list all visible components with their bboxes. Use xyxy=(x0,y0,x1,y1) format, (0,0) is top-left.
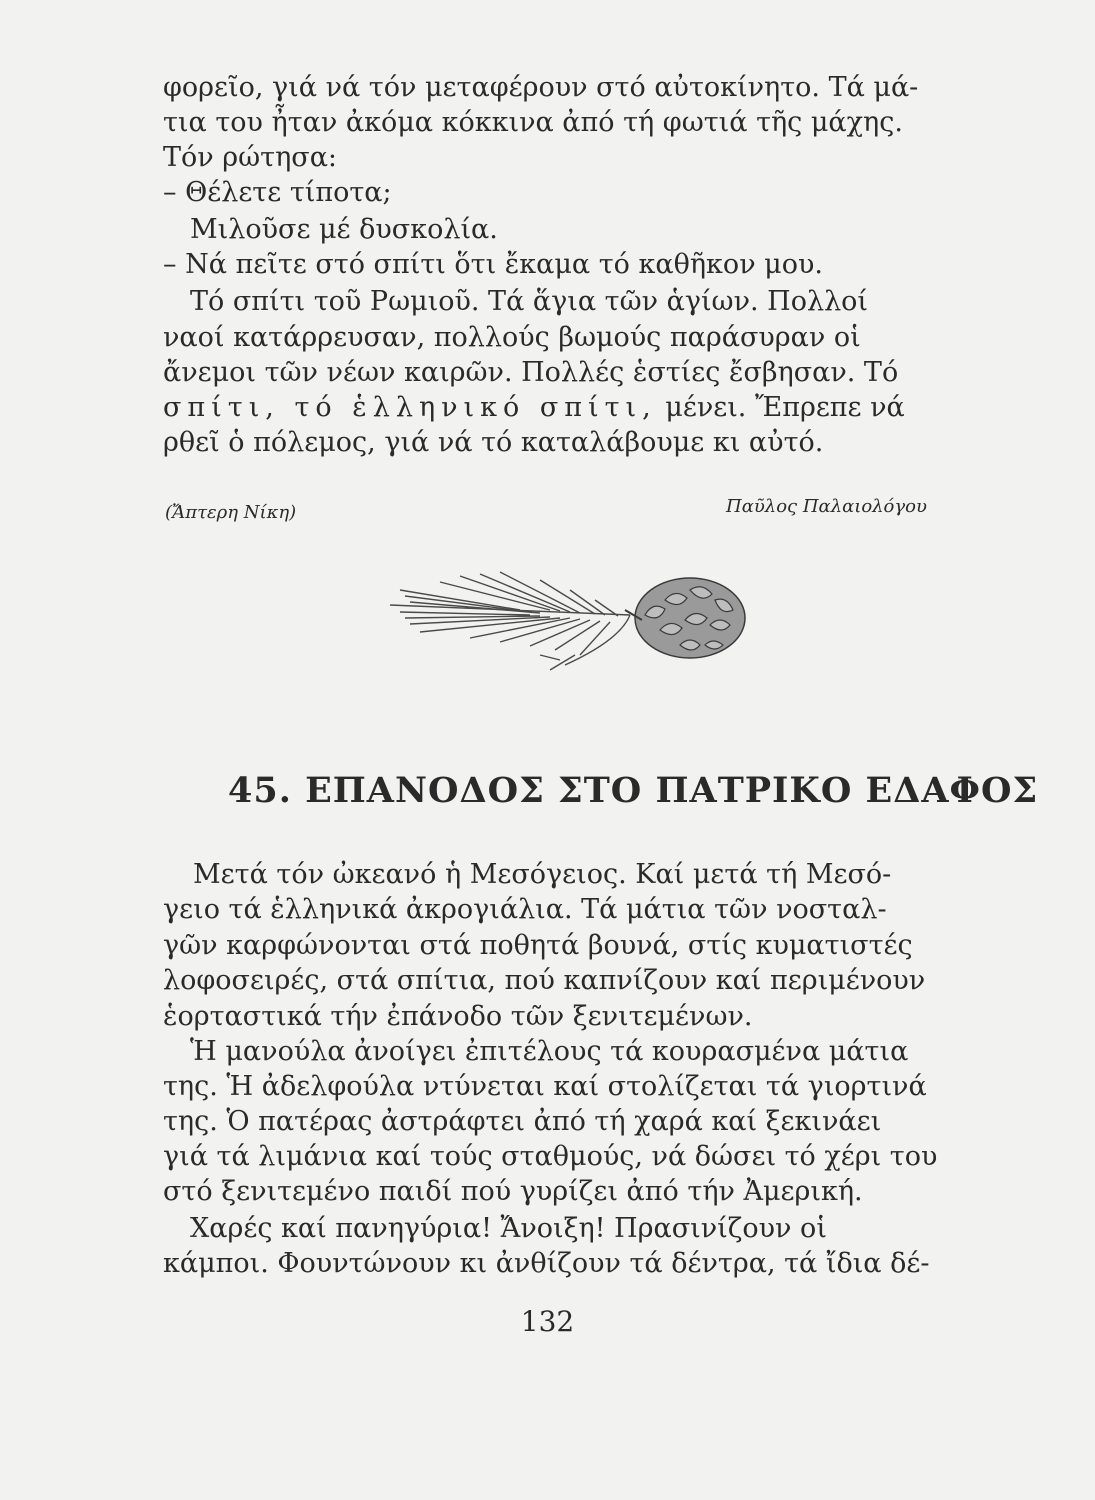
text-line: ρθεῖ ὁ πόλεμος, γιά νά τό καταλάβουμε κι αὐτό. xyxy=(163,427,824,458)
chapter-heading: 45. ΕΠΑΝΟΔΟΣ ΣΤΟ ΠΑΤΡΙΚΟ ΕΔΑΦΟΣ xyxy=(228,770,1039,811)
author-signature: Παῦλος Παλαιολόγου xyxy=(726,496,927,517)
text-line: της. Ἡ ἀδελφούλα ντύνεται καί στολίζεται τά γιορτινά xyxy=(163,1071,927,1102)
text-line: κάμποι. Φουντώνουν κι ἀνθίζουν τά δέντρα, τά ἴδια δέ- xyxy=(163,1248,930,1279)
text-line: γῶν καρφώνονται στά ποθητά βουνά, στίς κυματιστές xyxy=(163,930,913,961)
dialogue-line: – Θέλετε τίποτα; xyxy=(163,177,392,208)
text-line: λοφοσειρές, στά σπίτια, πού καπνίζουν καί περιμένουν xyxy=(163,965,926,996)
text-line: ναοί κατάρρευσαν, πολλούς βωμούς παράσυραν οἱ xyxy=(163,322,861,353)
pine-branch xyxy=(390,572,630,670)
dialogue-line: – Νά πεῖτε στό σπίτι ὅτι ἔκαμα τό καθῆκον μου. xyxy=(163,249,823,280)
text-line: Μετά τόν ὠκεανό ἡ Μεσόγειος. Καί μετά τή Μεσό- xyxy=(193,859,892,890)
text-line: Ἡ μανούλα ἀνοίγει ἐπιτέλους τά κουρασμένα μάτια xyxy=(190,1036,909,1067)
text-line-rest: μένει. Ἔπρεπε νά xyxy=(656,392,905,423)
text-line: τια του ἦταν ἀκόμα κόκκινα ἀπό τή φωτιά τῆς μάχης. xyxy=(163,107,903,138)
page-number: 132 xyxy=(520,1305,575,1338)
text-line xyxy=(163,390,983,426)
text-line: Τόν ρώτησα: xyxy=(163,142,338,173)
text-line: γιά τά λιμάνια καί τούς σταθμούς, νά δώσει τό χέρι του xyxy=(163,1141,938,1172)
source-citation: (Ἄπτερη Νίκη) xyxy=(165,502,297,523)
text-line: Τό σπίτι τοῦ Ρωμιοῦ. Τά ἅγια τῶν ἁγίων. Πολλοί xyxy=(190,286,869,317)
text-line: Χαρές καί πανηγύρια! Ἄνοιξη! Πρασινίζουν οἱ xyxy=(190,1213,827,1244)
text-line: της. Ὁ πατέρας ἀστράφτει ἀπό τή χαρά καί ξεκινάει xyxy=(163,1106,882,1137)
spaced-emphasis: σπίτι, τό ἑλληνικό σπίτι, xyxy=(163,392,657,423)
text-line: φορεῖο, γιά νά τόν μεταφέρουν στό αὐτοκίνητο. Τά μά- xyxy=(163,72,919,103)
text-line: Μιλοῦσε μέ δυσκολία. xyxy=(190,214,498,245)
pine-cone xyxy=(625,578,745,658)
text-line: ἑορταστικά τήν ἐπάνοδο τῶν ξενιτεμένων. xyxy=(163,1001,753,1032)
text-line: γειο τά ἑλληνικά ἀκρογιάλια. Τά μάτια τῶν νοσταλ- xyxy=(163,894,887,925)
text-line: στό ξενιτεμένο παιδί πού γυρίζει ἀπό τήν Ἀμερική. xyxy=(163,1176,863,1207)
text-line: ἄνεμοι τῶν νέων καιρῶν. Πολλές ἑστίες ἔσβησαν. Τό xyxy=(163,357,899,388)
pine-branch-and-cone-icon xyxy=(380,560,760,680)
